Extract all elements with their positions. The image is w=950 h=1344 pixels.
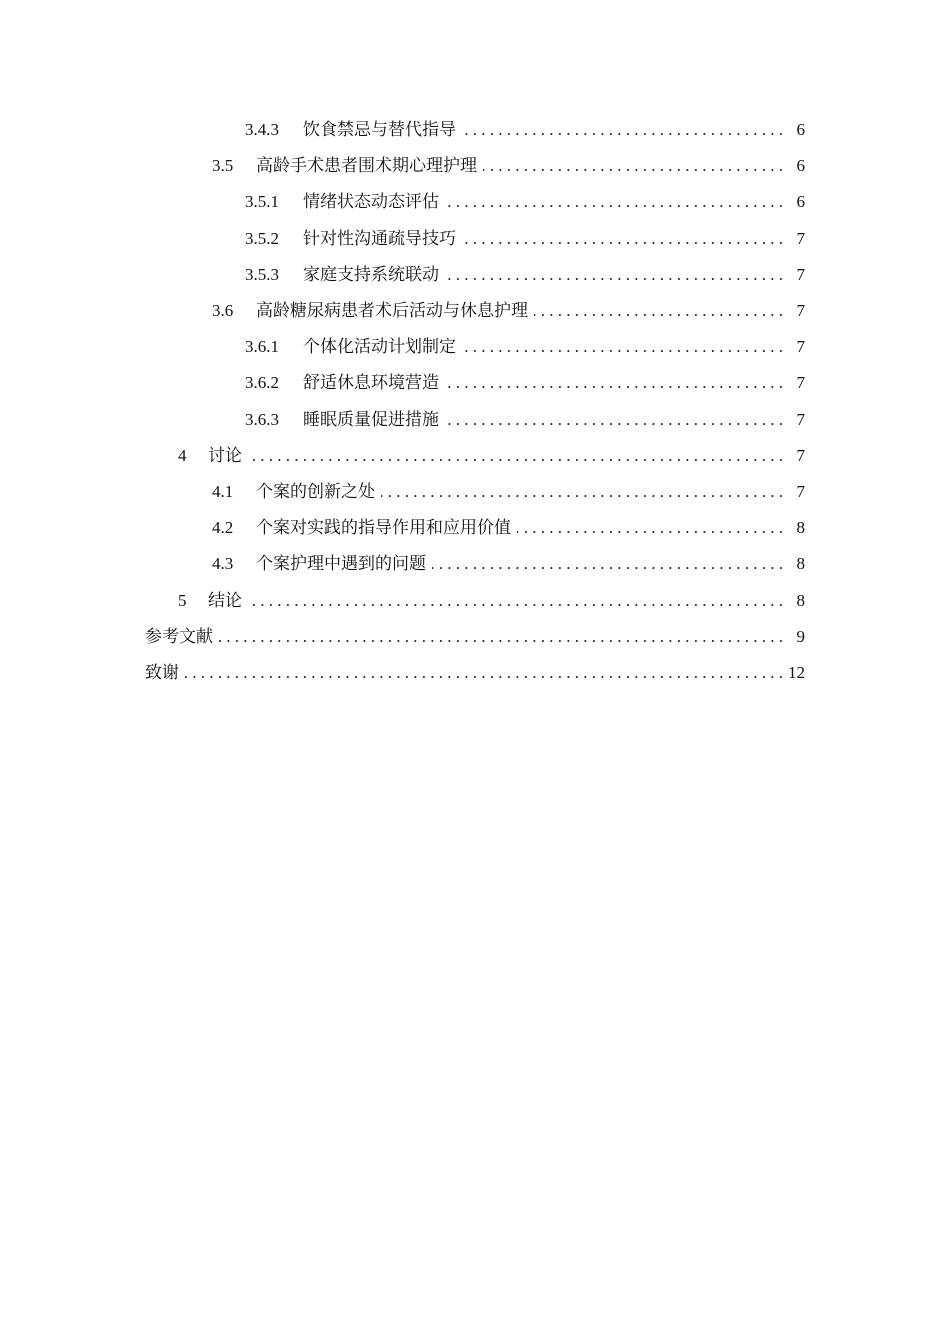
toc-entry-number: 3.5.1 [245,192,279,212]
dot-leader [445,265,783,285]
toc-entry-page: 8 [796,518,805,538]
dot-leader [185,663,783,683]
table-of-contents [0,112,950,691]
toc-entry-title: 个案对实践的指导作用和应用价值 [256,518,511,539]
dot-leader [534,301,783,321]
toc-entry-title: 个体化活动计划制定 [303,337,456,358]
toc-entry-title: 讨论 [208,445,242,466]
dot-leader [219,627,783,647]
dot-leader [381,482,783,502]
toc-entry-title: 睡眠质量促进措施 [303,409,439,430]
toc-entry-number: 3.5.3 [245,264,279,284]
toc-entry-number: 4.2 [212,518,234,538]
toc-entry-page: 7 [796,445,805,465]
toc-entry-title: 针对性沟通疏导技巧 [303,228,456,249]
toc-entry[interactable] [0,510,950,546]
toc-entry-page: 8 [796,554,805,574]
toc-entry-title: 高龄手术患者围术期心理护理 [256,156,477,177]
toc-entry-number: 4.1 [212,481,234,501]
toc-entry-title: 个案护理中遇到的问题 [256,554,426,575]
toc-entry-title: 舒适休息环境营造 [303,373,439,394]
toc-entry-page: 7 [796,373,805,393]
toc-entry-number: 3.6.2 [245,373,279,393]
dot-leader [462,337,783,357]
dot-leader [248,446,783,466]
toc-entry-number: 3.5.2 [245,228,279,248]
toc-entry[interactable] [0,221,950,257]
toc-entry[interactable] [0,329,950,365]
toc-entry[interactable] [0,438,950,474]
toc-entry[interactable] [0,619,950,655]
toc-entry-number: 3.6 [212,301,234,321]
toc-entry-title: 饮食禁忌与替代指导 [303,120,456,141]
toc-entry-page: 9 [796,626,805,646]
toc-entry[interactable] [0,546,950,582]
toc-entry-number: 4.3 [212,554,234,574]
toc-entry-number: 3.5 [212,156,234,176]
toc-entry-number: 5 [178,590,187,610]
toc-entry-page: 7 [796,481,805,501]
toc-entry-title: 参考文献 [145,626,213,647]
toc-entry-page: 7 [796,301,805,321]
toc-entry[interactable] [0,184,950,220]
toc-entry[interactable] [0,257,950,293]
dot-leader [445,373,783,393]
toc-entry-page: 8 [796,590,805,610]
dot-leader [445,192,783,212]
toc-entry[interactable] [0,365,950,401]
dot-leader [445,410,783,430]
toc-entry-page: 7 [796,264,805,284]
toc-entry-title: 情绪状态动态评估 [303,192,439,213]
toc-entry[interactable] [0,402,950,438]
dot-leader [517,518,783,538]
dot-leader [483,156,783,176]
toc-entry-page: 7 [796,409,805,429]
toc-entry-page: 6 [796,192,805,212]
toc-entry-page: 6 [796,120,805,140]
toc-entry-title: 高龄糖尿病患者术后活动与休息护理 [256,301,528,322]
toc-entry-number: 3.6.3 [245,409,279,429]
toc-entry-page: 7 [796,228,805,248]
toc-entry[interactable] [0,474,950,510]
toc-entry[interactable] [0,655,950,691]
toc-entry-number: 3.6.1 [245,337,279,357]
toc-entry[interactable] [0,293,950,329]
toc-entry-title: 家庭支持系统联动 [303,264,439,285]
dot-leader [432,554,783,574]
toc-entry[interactable] [0,148,950,184]
toc-entry-number: 3.4.3 [245,120,279,140]
toc-entry-number: 4 [178,445,187,465]
toc-entry[interactable] [0,582,950,618]
toc-entry-page: 6 [796,156,805,176]
toc-entry-page: 12 [788,662,805,682]
dot-leader [248,591,783,611]
toc-entry-title: 结论 [208,590,242,611]
toc-entry-page: 7 [796,337,805,357]
dot-leader [462,229,783,249]
toc-entry[interactable] [0,112,950,148]
dot-leader [462,120,783,140]
toc-entry-title: 个案的创新之处 [256,481,375,502]
toc-entry-title: 致谢 [145,662,179,683]
